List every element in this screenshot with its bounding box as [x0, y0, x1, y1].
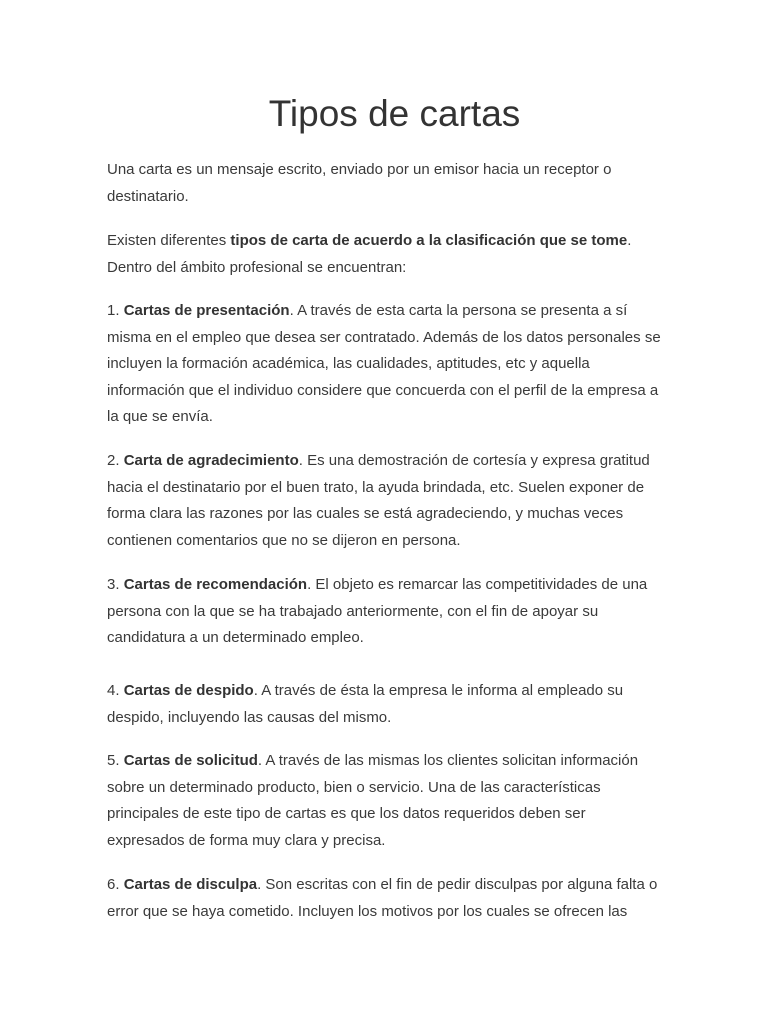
item-text: . A través de las mismas los clientes solicitan información sobre un determinado producto, bien o servicio. Una de las características principales de este tipo de cartas es que los datos requeridos deben ser expresados de forma muy clara y precisa.: [107, 752, 639, 849]
list-item: [107, 678, 667, 731]
item-text: . A través de ésta la empresa le informa al empleado su despido, incluyendo las causas del mismo.: [107, 682, 624, 726]
item-name: Cartas de presentación: [123, 302, 290, 319]
list-item: [107, 872, 667, 925]
item-text: . Es una demostración de cortesía y expresa gratitud hacia el destinatario por el buen trato, la ayuda brindada, etc. Suelen exponer de forma clara las razones por las cuales se está agradeciendo, y muchas veces contienen comentarios que no se dijeron en persona.: [107, 452, 650, 549]
item-text: . A través de esta carta la persona se presenta a sí misma en el empleo que desea ser contratado. Además de los datos personales se incluyen la formación académica, las cualidades, aptitudes, etc y aquella información que el individuo considere que concuerda con el perfil de la empresa a la que se envía.: [107, 302, 661, 425]
item-name: Cartas de solicitud: [123, 752, 258, 769]
item-name: Cartas de disculpa: [123, 876, 258, 893]
list-item: [107, 748, 667, 854]
item-name: Cartas de despido: [123, 682, 254, 699]
intro-paragraph: Una carta es un mensaje escrito, enviado por un emisor hacia un receptor o destinatario.: [107, 161, 612, 205]
item-text: . Son escritas con el fin de pedir disculpas por alguna falta o error que se haya cometido. Incluyen los motivos por los cuales se ofrecen las: [107, 876, 658, 920]
list-item: [107, 572, 667, 652]
classification-text-before: Existen diferentes: [107, 232, 231, 249]
item-number: 1.: [107, 302, 124, 319]
item-number: 5.: [107, 752, 124, 769]
list-item: [107, 298, 667, 431]
item-name: Cartas de recomendación: [123, 576, 308, 593]
list-item: [107, 448, 667, 554]
classification-paragraph: [107, 228, 667, 281]
document-title: Tipos de cartas: [268, 93, 521, 134]
item-name: Carta de agradecimiento: [123, 452, 299, 469]
item-number: 6.: [107, 876, 124, 893]
item-number: 4.: [107, 682, 124, 699]
item-text: . El objeto es remarcar las competitividades de una persona con la que se ha trabajado anteriormente, con el fin de apoyar su candidatura a un determinado empleo.: [107, 576, 648, 646]
item-number: 3.: [107, 576, 124, 593]
classification-bold-text: tipos de carta de acuerdo a la clasificación que se tome: [230, 232, 628, 249]
item-number: 2.: [107, 452, 124, 469]
classification-text-after: . Dentro del ámbito profesional se encuentran:: [107, 232, 632, 276]
